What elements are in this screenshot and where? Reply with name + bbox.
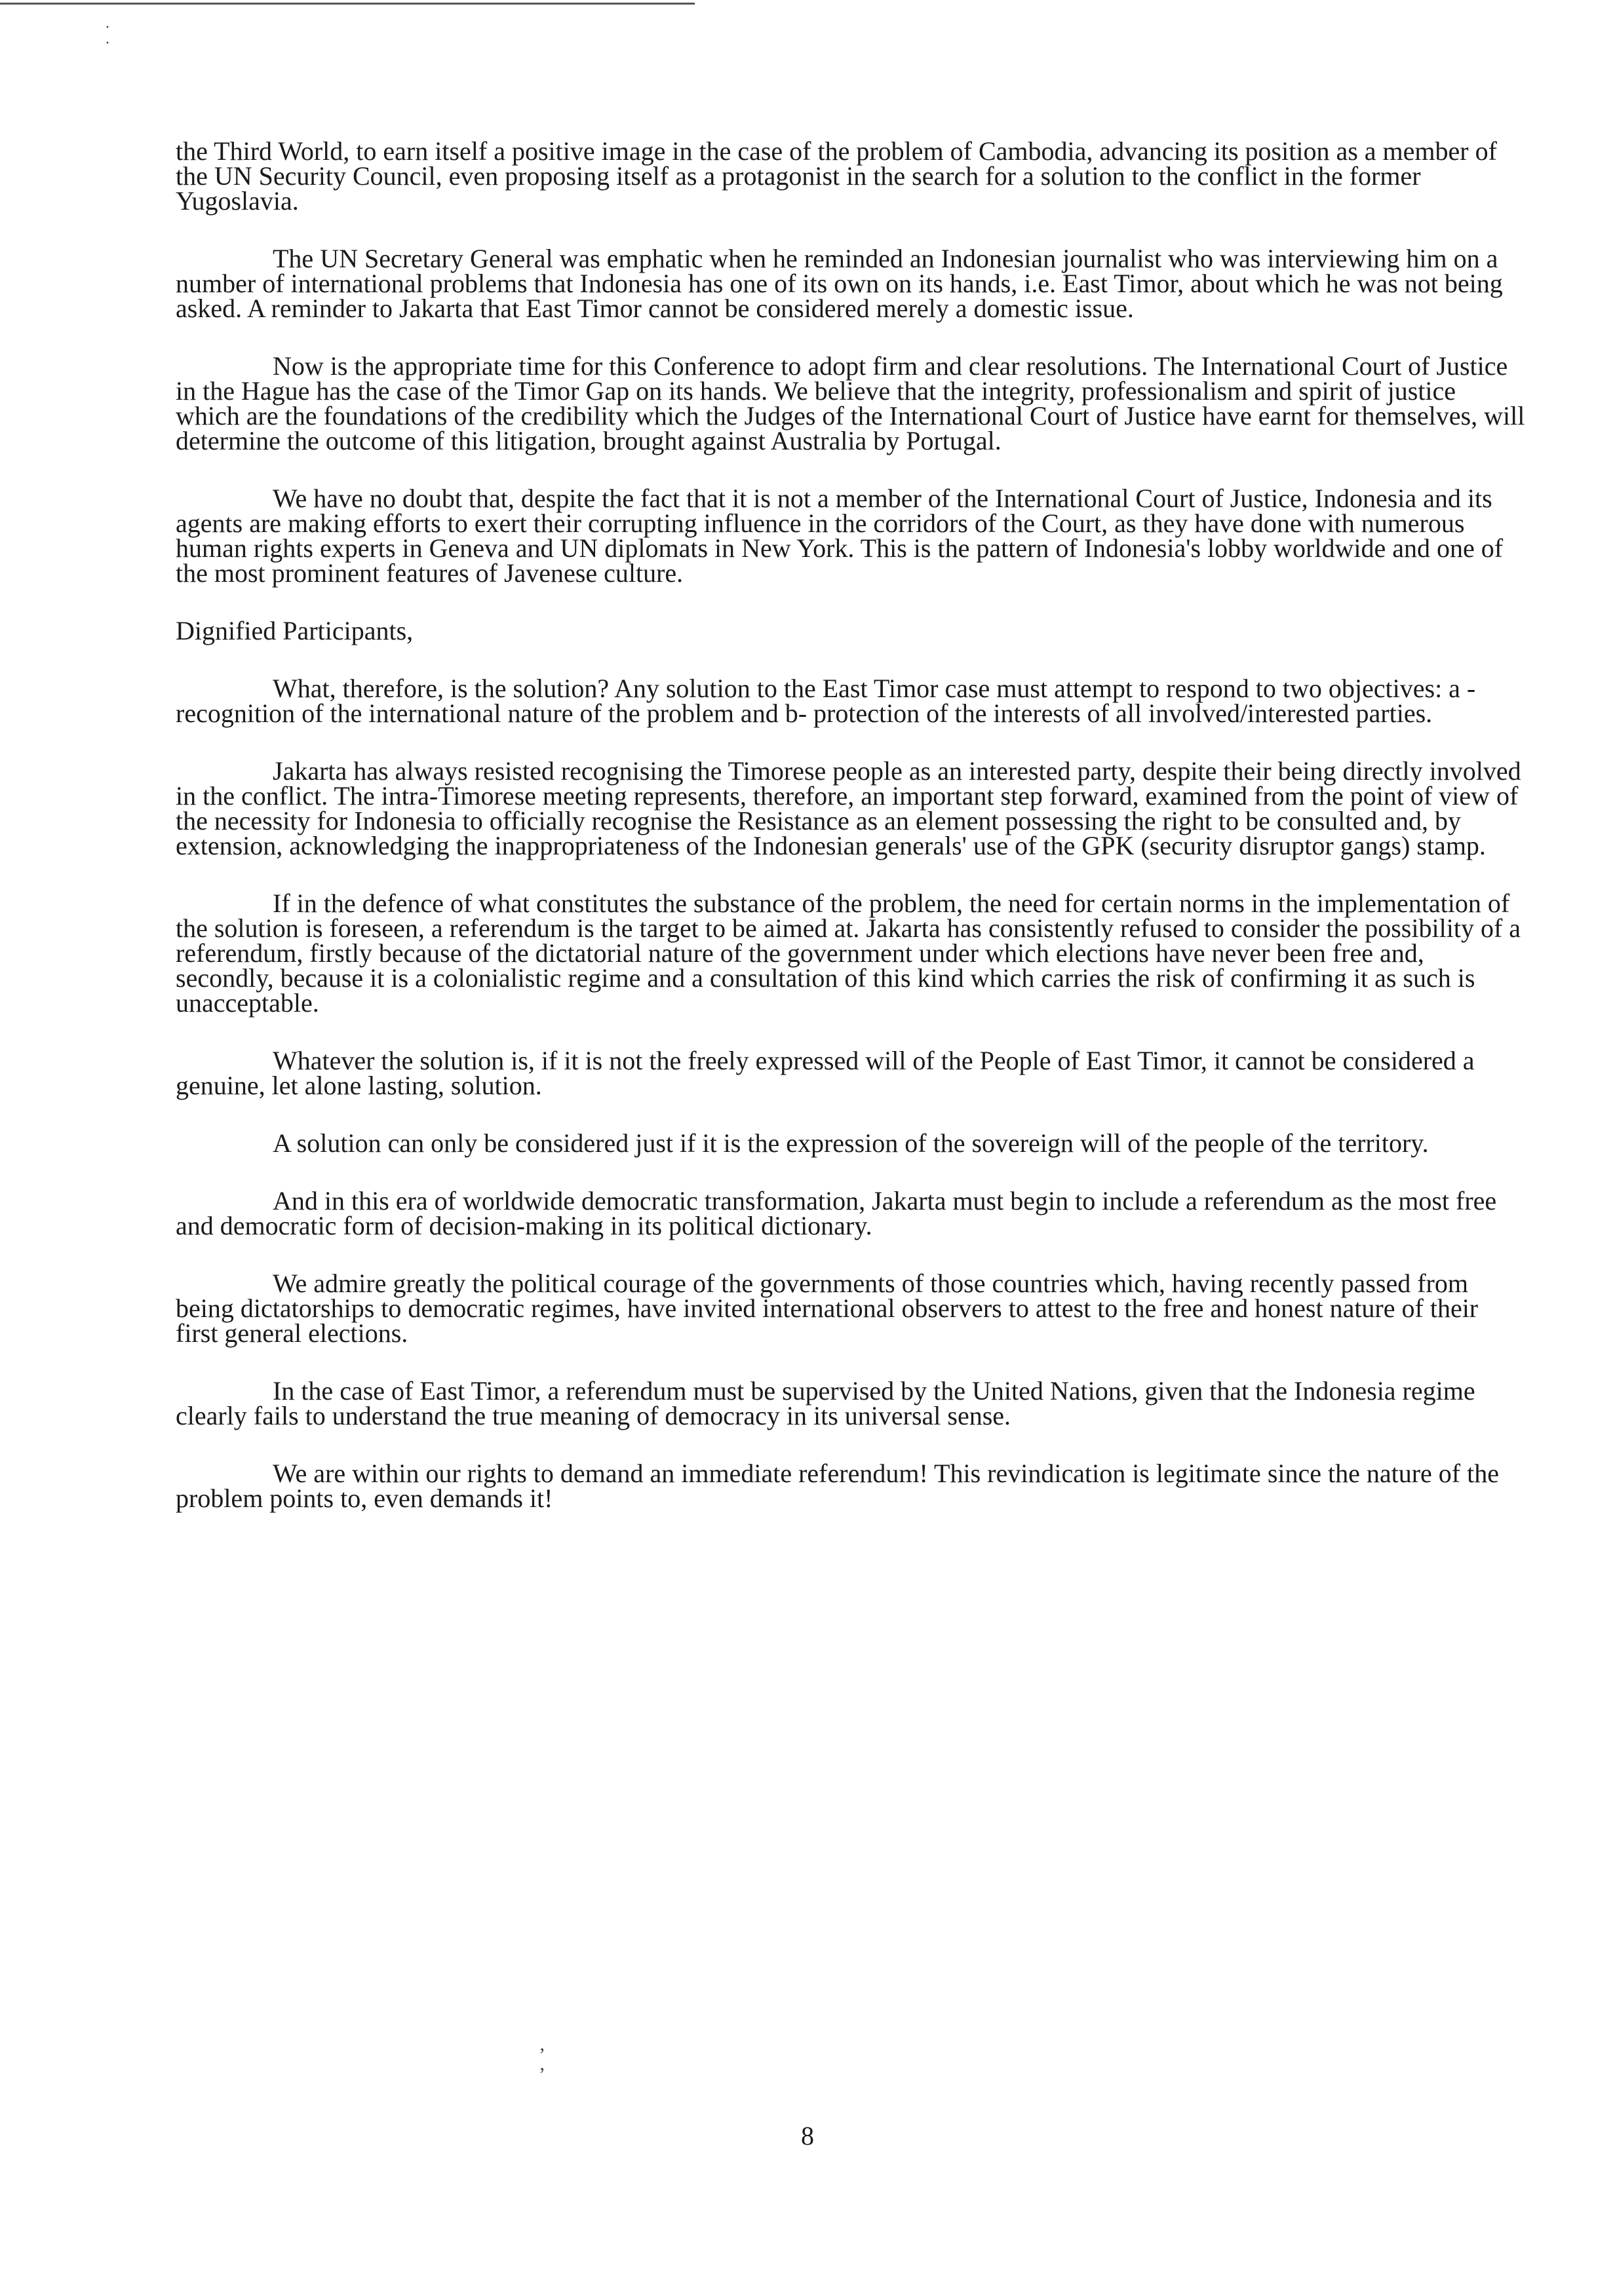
paragraph-10: A solution can only be considered just if it is the expression of the sovereign will of the people of the territory.: [273, 1128, 1429, 1158]
paragraph-7: Jakarta has always resisted recognising the Timorese people as an interested party, despite their being directly involved in the conflict. The intra-Timorese meeting represents, therefore, an important step forward, examined from the point of view of the necessity for Indonesia to officially recognise the Resistance as an element possessing the right to be consulted and, by extension, acknowledging the inappropriateness of the Indonesian generals' use of the GPK (security disruptor gangs) stamp.: [176, 756, 1521, 860]
page-number: 8: [801, 2121, 814, 2151]
paragraph-14: We are within our rights to demand an immediate referendum! This revindication is legitimate since the nature of the problem points to, even demands it!: [176, 1459, 1499, 1513]
paragraph-3: Now is the appropriate time for this Conference to adopt firm and clear resolutions. The International Court of Justice in the Hague has the case of the Timor Gap on its hands. We believe that the integrity, professionalism and spirit of justice which are the foundations of the credibility which the Judges of the International Court of Justice have earnt for themselves, will determine the outcome of this litigation, brought against Australia by Portugal.: [176, 351, 1525, 455]
paragraph-9: Whatever the solution is, if it is not the freely expressed will of the People of East Timor, it cannot be considered a genuine, let alone lasting, solution.: [176, 1046, 1475, 1100]
document-body: [176, 136, 1526, 1544]
paragraph-6: What, therefore, is the solution? Any solution to the East Timor case must attempt to respond to two objectives: a - recognition of the international nature of the problem and b- protection of the interests of all involved/interested parties.: [176, 674, 1476, 728]
paragraph-8: If in the defence of what constitutes the substance of the problem, the need for certain norms in the implementation of the solution is foreseen, a referendum is the target to be aimed at. Jakarta has consistently refused to consider the possibility of a referendum, firstly because of the dictatorial nature of the government under which elections have never been free and, secondly, because it is a colonialistic regime and a consultation of this kind which carries the risk of confirming it as such is unacceptable.: [176, 889, 1521, 1018]
top-rule: [0, 3, 695, 5]
paragraph-11: And in this era of worldwide democratic transformation, Jakarta must begin to include a referendum as the most free and democratic form of decision-making in its political dictionary.: [176, 1186, 1497, 1240]
paragraph-2: The UN Secretary General was emphatic when he reminded an Indonesian journalist who was interviewing him on a number of international problems that Indonesia has one of its own on its hands, i.e. East Timor, about which he was not being asked. A reminder to Jakarta that East Timor cannot be considered merely a domestic issue.: [176, 244, 1503, 323]
salutation: Dignified Participants,: [176, 616, 414, 645]
paragraph-13: In the case of East Timor, a referendum must be supervised by the United Nations, given that the Indonesia regime clearly fails to understand the true meaning of democracy in its universal sense.: [176, 1376, 1475, 1430]
scan-specks: · ·: [105, 19, 110, 52]
paragraph-1: the Third World, to earn itself a positive image in the case of the problem of Cambodia, advancing its position as a member of the UN Security Council, even proposing itself as a protagonist in the search for a solution to the conflict in the former Yugoslavia.: [176, 136, 1497, 216]
scan-mark: ʼ ʼ: [539, 2044, 545, 2086]
paragraph-4: We have no doubt that, despite the fact that it is not a member of the International Court of Justice, Indonesia and its agents are making efforts to exert their corrupting influence in the corridors of the Court, as they have done with numerous human rights experts in Geneva and UN diplomats in New York. This is the pattern of Indonesia's lobby worldwide and one of the most prominent features of Javenese culture.: [176, 484, 1504, 588]
paragraph-12: We admire greatly the political courage of the governments of those countries which, having recently passed from being dictatorships to democratic regimes, have invited international observers to attest to the free and honest nature of their first general elections.: [176, 1269, 1479, 1348]
